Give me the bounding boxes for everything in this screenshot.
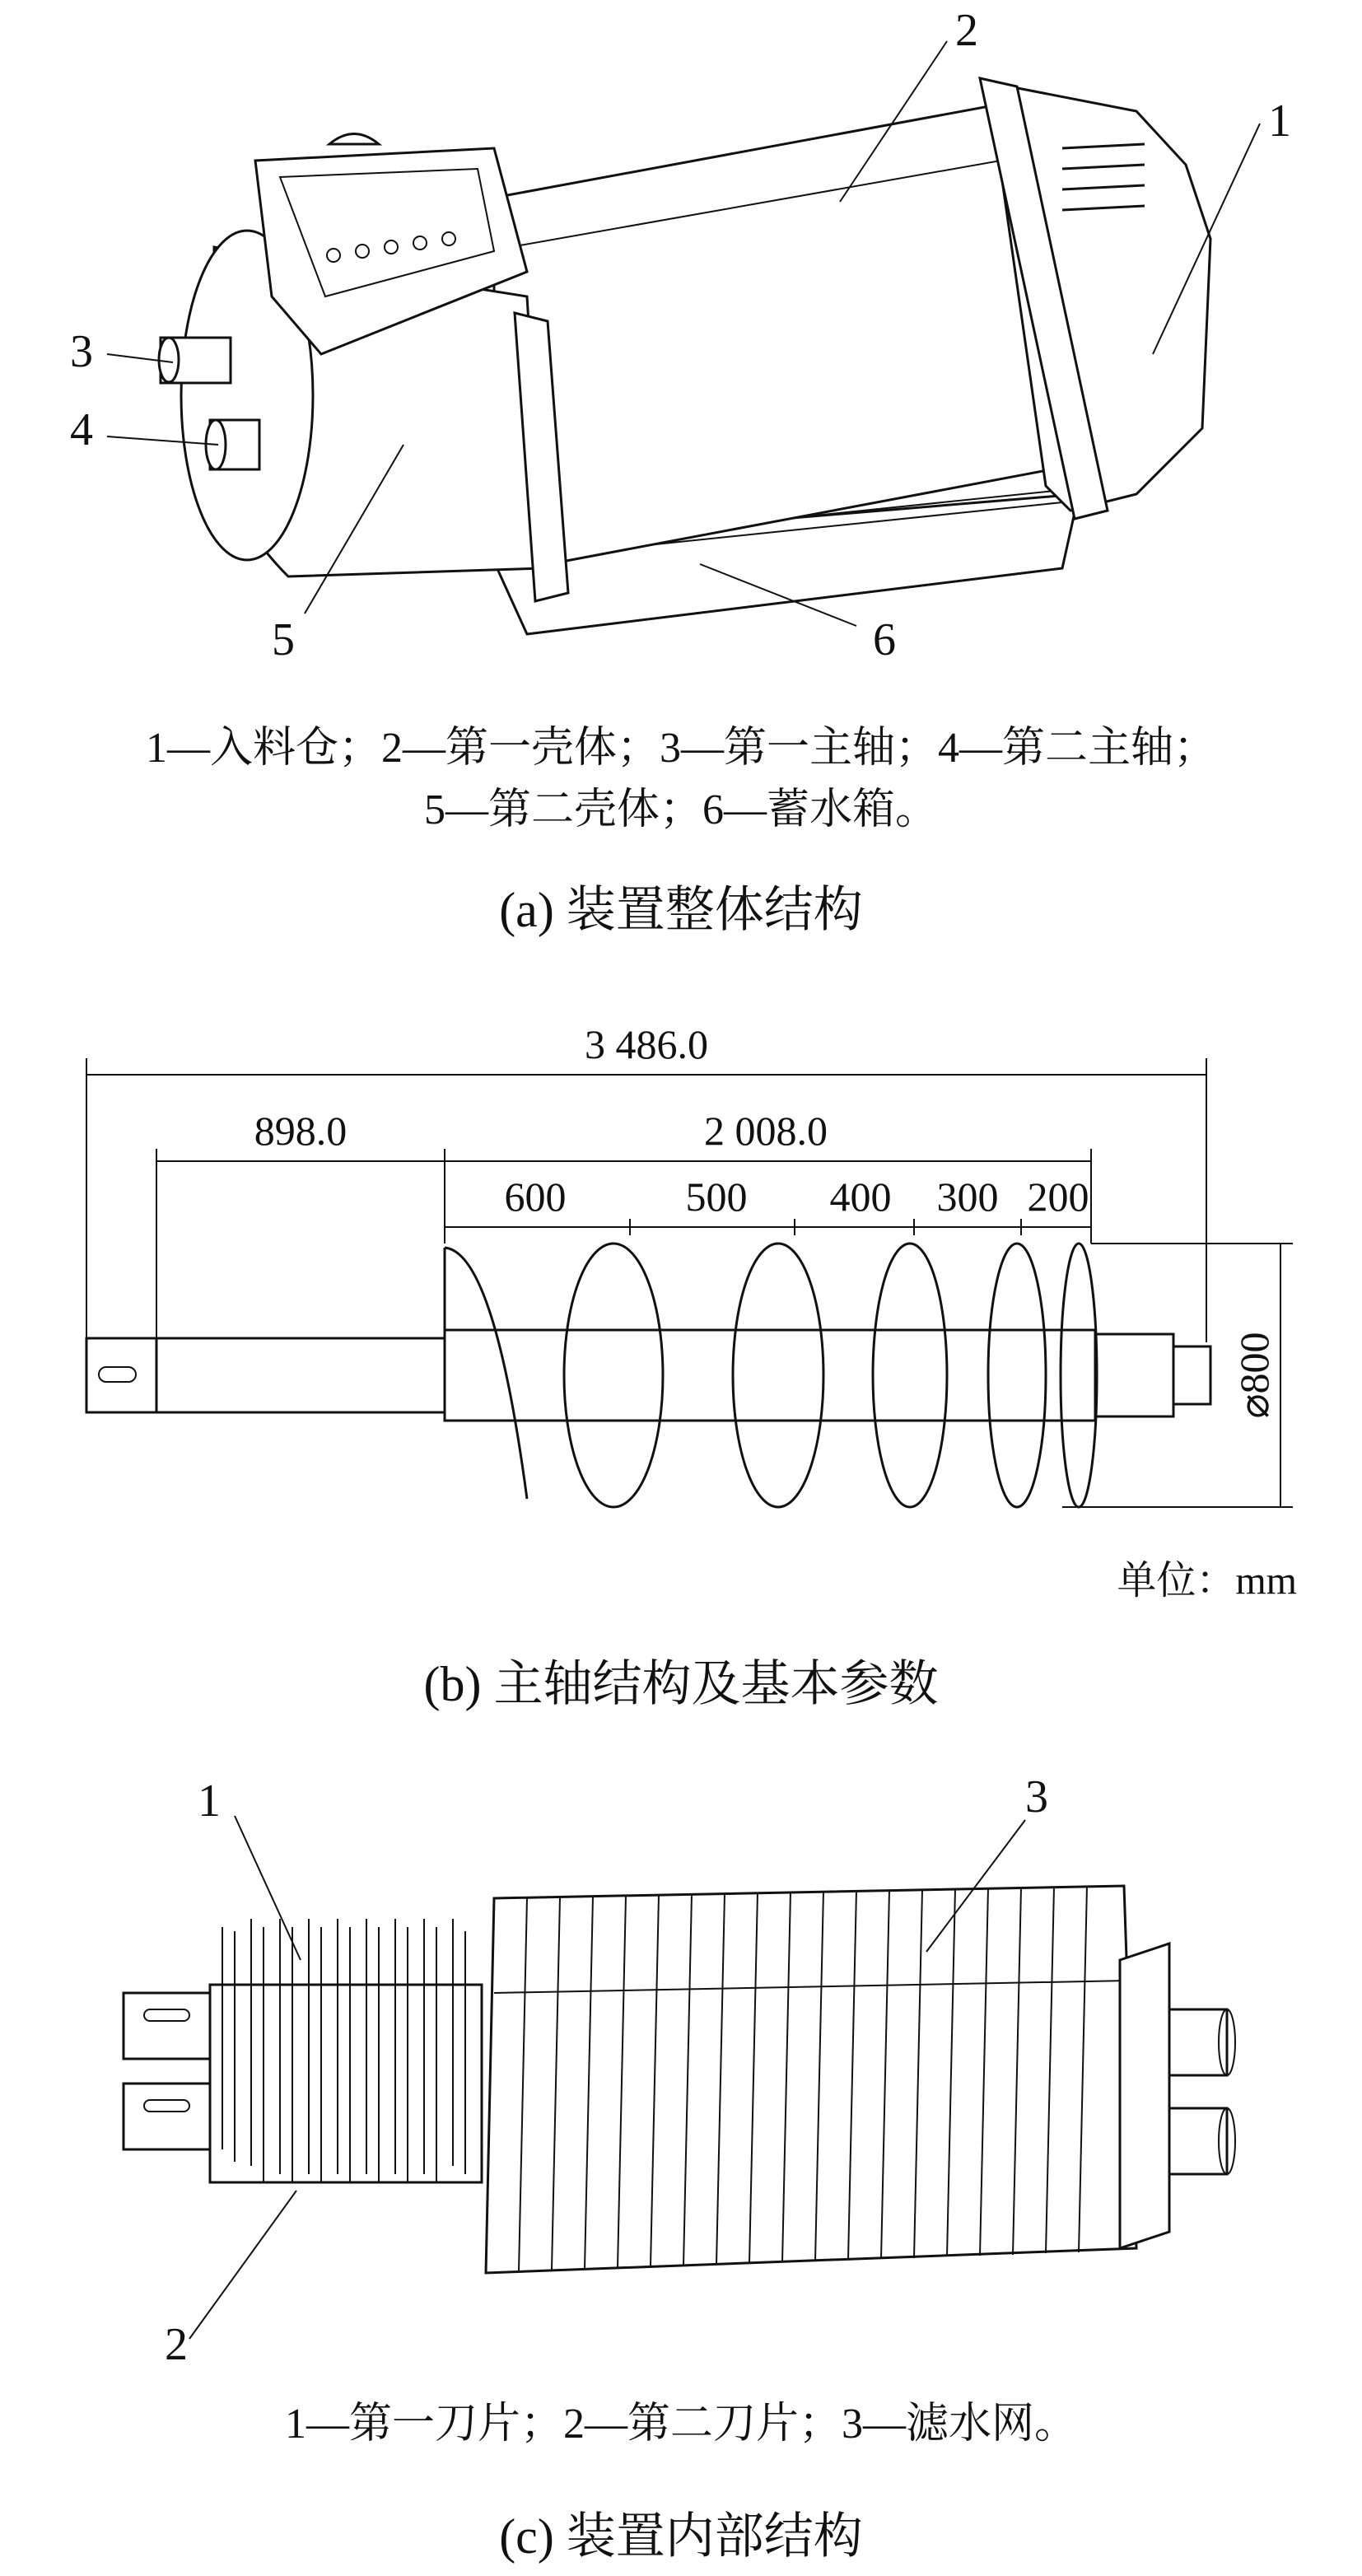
second-shaft-end <box>124 2084 214 2149</box>
pitch-5: 200 <box>1027 1174 1089 1220</box>
pitch-2: 500 <box>685 1174 748 1220</box>
pitch-4: 300 <box>936 1174 999 1220</box>
dim-total-length: 3 486.0 <box>585 1021 708 1067</box>
lifting-lug <box>329 134 379 145</box>
callout-4: 4 <box>70 404 93 455</box>
shaft-end-right <box>1173 1346 1210 1404</box>
callout-c-1: 1 <box>198 1776 221 1827</box>
callout-3: 3 <box>70 326 93 377</box>
pitch-3: 400 <box>829 1174 892 1220</box>
internal-drawing <box>124 1886 1235 2273</box>
callout-1: 1 <box>1268 96 1291 147</box>
device-overall-drawing <box>159 78 1210 634</box>
unit-label: 单位：mm <box>1117 1559 1297 1603</box>
first-shaft-end <box>124 1993 214 2059</box>
dim-screw-length: 2 008.0 <box>704 1108 828 1154</box>
callout-c-3: 3 <box>1025 1771 1048 1822</box>
filter-screen <box>486 1886 1136 2273</box>
callout-6: 6 <box>873 614 896 665</box>
dim-diameter: ⌀800 <box>1231 1332 1277 1419</box>
legend-c: 1—第一刀片；2—第二刀片；3—滤水网。 <box>284 2401 1078 2448</box>
screen-end-plate <box>1120 1944 1169 2248</box>
callout-2: 2 <box>955 5 978 56</box>
shaft-plain-section <box>156 1338 445 1412</box>
callout-5: 5 <box>272 614 295 665</box>
shaft-screw-core <box>445 1330 1095 1421</box>
caption-a: (a) 装置整体结构 <box>499 883 863 937</box>
shaft-end-left <box>86 1338 161 1412</box>
pitch-1: 600 <box>504 1174 567 1220</box>
callout-c-2: 2 <box>165 2319 188 2370</box>
legend-a-line1: 1—入料仓；2—第一壳体；3—第一主轴；4—第二主轴； <box>145 725 1217 772</box>
shaft-collar-right <box>1095 1334 1173 1416</box>
caption-c: (c) 装置内部结构 <box>499 2509 863 2564</box>
caption-b: (b) 主轴结构及基本参数 <box>423 1657 939 1711</box>
dim-plain-length: 898.0 <box>254 1108 347 1154</box>
legend-a-line2: 5—第二壳体；6—蓄水箱。 <box>423 786 939 833</box>
